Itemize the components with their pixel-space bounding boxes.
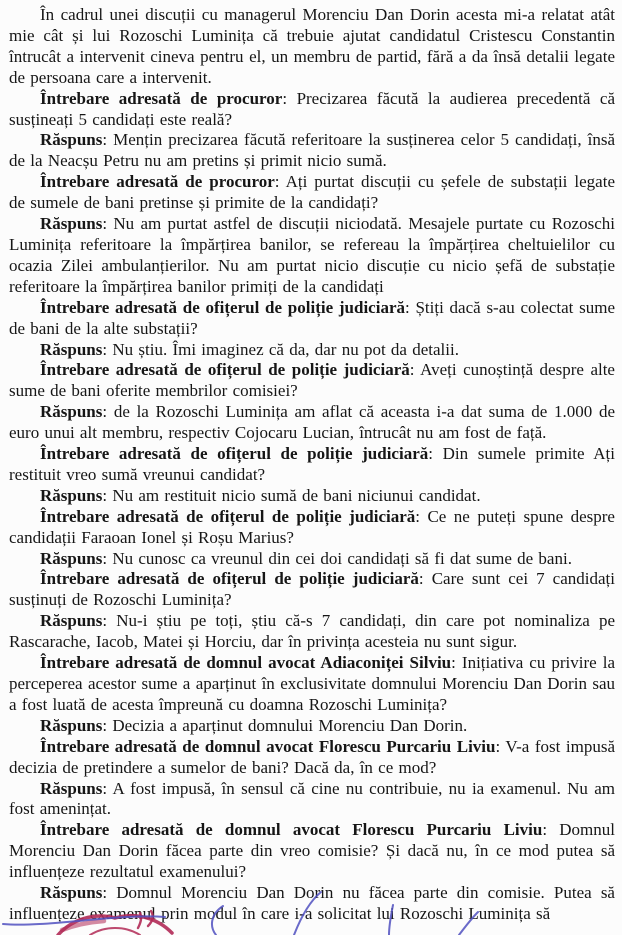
label-separator: : — [418, 569, 432, 589]
answer-paragraph — [9, 340, 615, 361]
paragraph-text: Din sumele primite Ați restituit vreo sumă vreunui candidat? — [9, 444, 615, 484]
paragraph-text: Mențin precizarea făcută referitoare la susținerea celor 5 candidați, însă de la Neacșu Petru nu am pretins și primit nicio sumă. — [9, 130, 615, 171]
answer-label: Răspuns — [40, 883, 103, 903]
answer-paragraph — [9, 716, 615, 737]
stamp-inner-ring — [90, 928, 140, 935]
answer-label: Răspuns — [40, 485, 103, 505]
paragraph-text: Ați purtat discuții cu șefele de substații legate de sumele de bani pretinse și primite de la candidați? — [9, 172, 615, 213]
label-separator: : — [102, 778, 113, 798]
paragraph-text: V-a fost impusă decizia de pretindere a sumelor de bani? Dacă da, în ce mod? — [9, 736, 615, 777]
answer-label: Răspuns — [40, 778, 103, 798]
answer-label: Răspuns — [40, 402, 103, 422]
paragraph-text: Inițiativa cu privire la perceperea acestor sume a aparținut în exclusivitate domnului Morenciu Dan Dorin sau a fost luată de acesta împreună cu doamna Rozoschi Luminița? — [9, 653, 615, 714]
paragraph-text: Nu cunosc ca vreunul din cei doi candidați să fi dat sume de bani. — [112, 548, 572, 568]
label-separator: : — [451, 653, 462, 673]
question-paragraph — [9, 444, 615, 486]
label-separator: : — [102, 715, 113, 735]
label-separator: : — [102, 883, 117, 903]
answer-label: Răspuns — [40, 339, 103, 359]
label-separator: : — [274, 172, 286, 192]
answer-label: Răspuns — [40, 214, 103, 234]
answer-paragraph — [9, 549, 615, 570]
label-separator: : — [102, 214, 114, 234]
label-separator: : — [542, 820, 560, 840]
intro-paragraph — [9, 5, 615, 89]
question-label: Întrebare adresată de ofițerul de poliție judiciară — [40, 506, 416, 526]
question-label: Întrebare adresată de procuror — [40, 172, 275, 192]
question-paragraph — [9, 89, 615, 131]
label-separator: : — [102, 402, 114, 422]
answer-paragraph — [9, 214, 615, 298]
question-paragraph — [9, 298, 615, 340]
document-text-block — [9, 5, 615, 925]
question-label: Întrebare adresată de procuror — [40, 88, 283, 108]
answer-label: Răspuns — [40, 130, 103, 150]
question-paragraph — [9, 507, 615, 549]
question-label: Întrebare adresată de domnul avocat Florescu Purcariu Liviu — [40, 820, 543, 840]
label-separator: : — [102, 339, 113, 359]
paragraph-text: de la Rozoschi Luminița am aflat că aceasta i-a dat suma de 1.000 de euro unui alt membru, respectiv Cojocaru Lucian, întrucât nu am fost de față. — [9, 402, 615, 443]
paragraph-text: Care sunt cei 7 candidați susținuți de Rozoschi Luminița? — [9, 569, 615, 610]
question-label: Întrebare adresată de ofițerul de poliție judiciară — [40, 297, 405, 317]
label-separator: : — [282, 88, 297, 108]
label-separator: : — [495, 736, 506, 756]
label-separator: : — [102, 548, 113, 568]
label-separator: : — [405, 297, 416, 317]
question-paragraph — [9, 569, 615, 611]
answer-label: Răspuns — [40, 715, 103, 735]
answer-label: Răspuns — [40, 548, 103, 568]
question-paragraph — [9, 820, 615, 883]
paragraph-text: Nu-i știu pe toți, știu că-s 7 candidați, din care pot nominaliza pe Rascarache, Iacob, Matei și Horciu, dar în privința acesteia nu sunt sigur. — [9, 611, 615, 652]
question-label: Întrebare adresată de ofițerul de poliție judiciară — [40, 569, 419, 589]
label-separator: : — [102, 611, 117, 631]
answer-paragraph — [9, 486, 615, 507]
question-label: Întrebare adresată de domnul avocat Florescu Purcariu Liviu — [40, 736, 496, 756]
answer-paragraph — [9, 883, 615, 925]
paragraph-text: A fost impusă, în sensul că cine nu contribuie, nu ia examenul. Nu am fost amenințat. — [9, 778, 615, 819]
paragraph-text: În cadrul unei discuții cu managerul Morenciu Dan Dorin acesta mi-a relatat atât mie cât și lui Rozoschi Luminița că trebuie ajutat candidatul Cristescu Constantin întrucât a intervenit cineva pentru el, un membru de partid, fără a da însă detalii legate de persoana care a intervenit. — [9, 5, 615, 87]
answer-paragraph — [9, 611, 615, 653]
label-separator: : — [415, 506, 428, 526]
question-paragraph — [9, 653, 615, 716]
question-label: Întrebare adresată de domnul avocat Adiaconiței Silviu — [40, 653, 452, 673]
question-label: Întrebare adresată de ofițerul de poliție judiciară — [40, 360, 410, 380]
paragraph-text: Nu am purtat astfel de discuții niciodată. Mesajele purtate cu Rozoschi Luminița referitoare la împărțirea banilor, se refereau la împărțirea cheltuielilor cu ocazia Zilei ambulanțierilor. Nu am purtat nicio discuție cu nicio șefă de substație referitoare la împărțirea banilor primiți de la candidați — [9, 214, 615, 296]
label-separator: : — [409, 360, 421, 380]
paragraph-text: Decizia a aparținut domnului Morenciu Dan Dorin. — [112, 715, 468, 735]
answer-label: Răspuns — [40, 611, 103, 631]
answer-paragraph — [9, 402, 615, 444]
question-paragraph — [9, 737, 615, 779]
paragraph-text: Nu știu. Îmi imaginez că da, dar nu pot da detalii. — [112, 339, 459, 359]
paragraph-text: Precizarea făcută la audierea precedentă că susțineați 5 candidați este reală? — [9, 88, 615, 129]
label-separator: : — [428, 444, 443, 464]
paragraph-text: Nu am restituit nicio sumă de bani niciunui candidat. — [112, 485, 481, 505]
question-label: Întrebare adresată de ofițerul de poliție judiciară — [40, 444, 429, 464]
paragraph-text: Ce ne puteți spune despre candidații Faraoan Ionel și Roșu Marius? — [9, 506, 615, 547]
paragraph-text: Știți dacă s-au colectat sume de bani de la alte substații? — [9, 297, 615, 338]
answer-paragraph — [9, 130, 615, 172]
label-separator: : — [102, 485, 113, 505]
answer-paragraph — [9, 779, 615, 821]
paragraph-text: Domnul Morenciu Dan Dorin nu făcea parte din comisie. Putea să influențeze examenul prin modul în care i-a solicitat lui Rozoschi Luminița să — [9, 883, 615, 923]
question-paragraph — [9, 172, 615, 214]
question-paragraph — [9, 360, 615, 402]
paragraph-text: Domnul Morenciu Dan Dorin făcea parte din vreo comisie? Și dacă nu, în ce mod putea să influențeze rezultatul examenului? — [9, 820, 615, 882]
paragraph-text: Aveți cunoștință despre alte sume de bani oferite membrilor comisiei? — [9, 360, 615, 401]
label-separator: : — [102, 130, 114, 150]
